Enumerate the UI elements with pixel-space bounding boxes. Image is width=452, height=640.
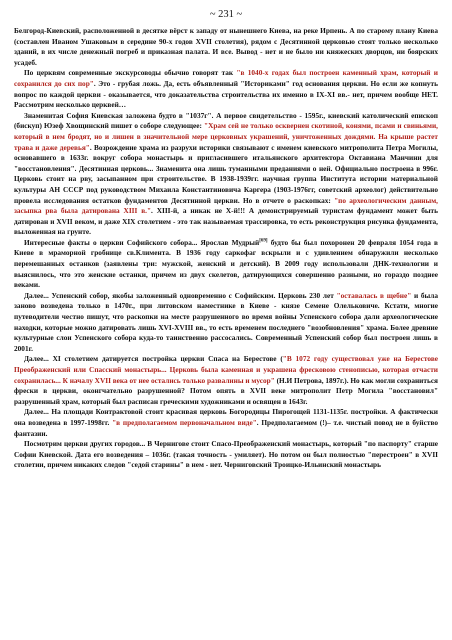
text-run: и была заново возведена только в 1470г., при литовском наместнике в Киеве - князе Семене Олельковиче. Кстати, многие путеводители честно пишут, что раскопки на месте разрушенного во время войны Успенского собора дали археологические находки, которые можно датировать лишь XVI-XVIII вв., то есть временем последнего "возобновления" храма. Более древние культурные слои Успенского собора куда-то таинственно рассосались. Современный Успенский собор был построен лишь в 2001г. [14,290,438,353]
text-run: (Н.И Петрова, 1897г.). Но как могли сохраниться фрески в церкви, оконгчательно разрушенной? Потом опять в XVII веке митрополит Петр Могила "восстановил" разрушенный храм, который был расписан греческими художниками и освящен в 1643г. [14,375,439,406]
text-run: Белгород-Киевский, расположенной в десятке вёрст к западу от нынешнего Киева, на реке Ирпень. А по старому плану Киева (составлен Иваном Ушаковым в середине 90-х годов XVII столетия), рядом с Десятинной церковью стоят только несколько зданий, в их числе денежный погреб и приказная палата. И все. Вывод - нет и не было ни княжеских дворцов, ни боярских усадеб. [14,26,438,67]
quote-highlight: "оставалась в щебне" [336,290,412,300]
paragraph-berestove [14,354,438,407]
text-run: Далее... Успенский собор, якобы заложенный одновременно с Софийским. Церковь 230 лет [24,290,337,300]
paragraph-uspensky [14,291,438,355]
paragraph-bogorodica [14,407,438,439]
quote-highlight: "В 1072 году существовал уже на Берестове Преображенский или Спасский монастырь... Церковь была каменная и украшена фресковою стенописью, которая отчасти сохранилась... К началу XVII века от нее остались только развалины и мусор" [14,354,438,385]
paragraph-belgorod [14,26,438,68]
text-run: . Предполагаемом (!)– т.е. чистый повод не в буйство фантазии. [14,417,438,438]
quote-highlight: "по археологическим данным, засыпка рва была датирована XIII в." [14,195,438,216]
paragraph-yaroslav [14,238,438,291]
text-run: Далее... На площади Контрактовой стоит красивая церковь Богородицы Пирогощей 1131-1135г. постройки. А фактически она возведена в 1997-1998гг. [14,407,438,427]
paragraph-churches-excursions [14,68,438,110]
text-run: Интересные факты о церкви Софийского собора... Ярослав Мудрый [24,237,260,247]
page-number: ~ 231 ~ [209,9,243,20]
paragraph-sofia [14,111,438,238]
document-body [14,26,438,471]
text-run: Посмотрим церкви других городов... В Чернигове стоит Спасо-Преображенский монастырь, который "по паспорту" старше Софии Киевской. Дата его возведения – 1036г. (такая точность - умиляет). Но потом он был полностью "перестроен" в XVII столетии, причем никаких следов "седой старины" в нем - нет. Черниговский Троицко-Ильинский монастырь [14,439,438,470]
text-run: По церквям современные экскурсоводы обычно говорят так [24,68,237,78]
footnote-ref: [69] [259,238,268,244]
text-run: Далее... XI столетием датируется постройка церкви Спаса на Берестове ( [24,354,283,364]
text-run: . XIII-й, а никак не Х-й!!! А демонстрируемый туристам фундамент может быть датирован и XVII веком, и даже XIX столетием - это так называемая трассировка, то есть реконструкция рисунка фундамента, выложенная на грунте. [14,206,438,237]
quote-highlight: "Храм сей не только осквернен скотиной, конями, псами и свиньями, который в нем бродят, но и лишен в значительной мере церковных украшений, уничтоженных дождями. На крыше растет трава и даже деревья" [14,121,438,152]
paragraph-chernigov [14,439,438,471]
quote-highlight: "в предполагаемом первоначальном виде" [112,417,257,427]
quote-highlight: "в 1040-х годах был построен каменный храм, который и сохранился до сих пор" [14,68,438,88]
text-run: будто бы был похоронен 20 февраля 1054 года в Киеве в мраморной гробнице св.Климента. В 1936 году саркофаг вскрыли и с удивлением обнаружили несколько перемешанных останков (заявлены три: мужской, женский и детский). В 2009 году использовали ДНК-технологии и выяснилось, что это женские останки, причем из двух скелетов, датирующихся совершенно разными, но гораздо позднее веками. [14,237,438,290]
text-run: . Возрождение храма из разрухи историки связывают с именем киевского митрополита Петра Могилы, основавшего в 1633г. вокруг собора монастырь и пригласившего итальянского архитектора Октавиана Манчини для "восстановления". Десятинная церковь... Знаменита она лишь туманными преданиями о ней. Официально построена в 996г. Церковь стоит на рву, засыпанном при строительстве. В 1938-1939гг. научная группа Института истории материальной культуры АН СССР под руководством Михаила Константиновича Каргера (1903-1976гг, советский археолог) действительно провела исследования остатков фундаментов Десятинной церкви. Но в отчете о раскопках: [14,142,438,205]
text-run: . Это - грубая ложь. Да, есть объявленный "Историками" год основания церкви. Но если же копнуть вопрос по каждой церкви - оказывается, что доказательства строительства их именно в IX-XI вв.- нет, причем вообще НЕТ. Рассмотрим несколько церквей… [14,78,439,110]
text-run: Знаменитая София Киевская заложена будто в "1037г". А первое свидетельство - 1595г., киевский католический епископ (бискуп) Юзеф Хвощинский пишет о соборе следующее: [14,110,438,131]
